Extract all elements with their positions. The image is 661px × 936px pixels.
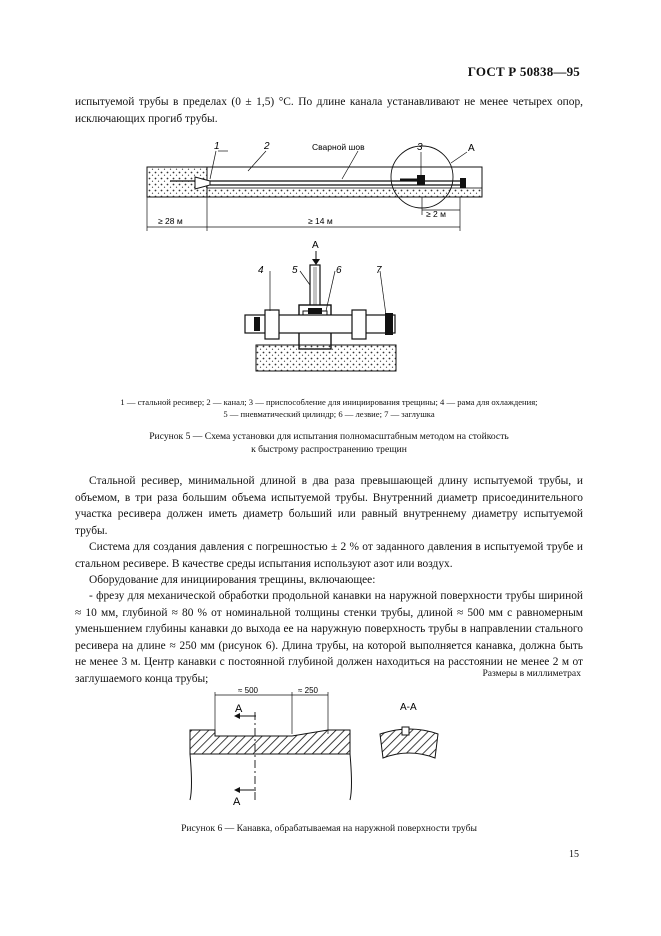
label-view-a-title: A xyxy=(312,240,319,251)
label-view-a: A xyxy=(468,143,475,154)
paragraph-receiver: Стальной ресивер, минимальной длиной в два раза превышающей длину испытуемой трубы, и объемом, в три раза большим объема испытуемой трубы. Внутренний диаметр присоединительного участка ресивера должен иметь диаметр больший или равный внутреннему диаметру испытуемой трубы. xyxy=(75,475,583,537)
dim-28m: ≥ 28 м xyxy=(158,216,183,226)
standard-header: ГОСТ Р 50838—95 xyxy=(467,64,580,79)
dim-250: ≈ 250 xyxy=(298,686,318,695)
dimensions-note: Размеры в миллиметрах xyxy=(482,668,581,679)
label-6: 6 xyxy=(336,265,342,276)
label-1: 1 xyxy=(214,141,220,152)
figure-5-legend-2: 5 — пневматический цилиндр; 6 — лезвие; 7 — заглушка xyxy=(223,409,435,419)
page-number: 15 xyxy=(569,849,579,860)
label-4: 4 xyxy=(258,265,264,276)
paragraph-mill: - фрезу для механической обработки продольной канавки на наружной поверхности трубы шириной ≈ 10 мм, глубиной ≈ 80 % от номинальной толщины стенки трубы, длиной ≈ 500 мм с равномерным уменьшением глубины канавки до выхода ее на наружную поверхность трубы в направлении стального ресивера на длине ≈ 250 мм (рисунок 6). Длина трубы, на которой выполняется канавка, должна быть не менее 3 м. Центр канавки с постоянной глубиной должен находиться на расстоянии не менее 2 м от заглушаемого конца трубы; xyxy=(75,590,583,685)
figure-6-caption: Рисунок 6 — Канавка, обрабатываемая на наружной поверхности трубы xyxy=(181,823,477,834)
section-mark-bottom: A xyxy=(233,796,241,808)
section-title: A-A xyxy=(400,702,417,713)
paragraph-pressure: Система для создания давления с погрешностью ± 2 % от заданного давления в испытуемой трубе и стальном ресивере. В качестве среды испытания используют азот или воздух. xyxy=(75,541,583,570)
dim-2m: ≥ 2 м xyxy=(426,209,446,219)
dim-14m: ≥ 14 м xyxy=(308,216,333,226)
section-mark-top: A xyxy=(235,703,243,715)
intro-paragraph: испытуемой трубы в пределах (0 ± 1,5) °С. По длине канала устанавливают не менее четырех опор, исключающих прогиб трубы. xyxy=(75,96,583,125)
figure-5-diagram xyxy=(130,135,510,375)
label-7: 7 xyxy=(376,265,382,276)
figure-5-caption-1: Рисунок 5 — Схема установки для испытания полномасштабным методом на стойкость xyxy=(149,431,509,442)
figure-6-diagram xyxy=(180,682,450,812)
label-5: 5 xyxy=(292,265,298,276)
figure-5-legend-1: 1 — стальной ресивер; 2 — канал; 3 — приспособление для инициирования трещины; 4 — рама для охлаждения; xyxy=(120,397,538,407)
label-3: 3 xyxy=(417,142,423,153)
label-weld: Сварной шов xyxy=(312,142,365,152)
dim-500: ≈ 500 xyxy=(238,686,258,695)
figure-5-caption-2: к быстрому распространению трещин xyxy=(251,444,407,455)
paragraph-equipment: Оборудование для инициирования трещины, включающее: xyxy=(89,574,376,586)
label-2: 2 xyxy=(264,141,270,152)
